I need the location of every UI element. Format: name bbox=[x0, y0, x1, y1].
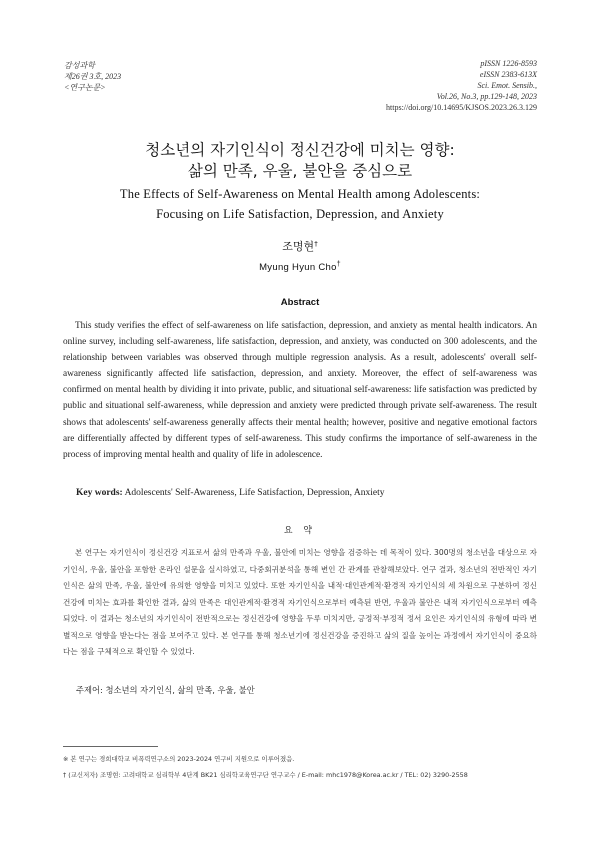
title-korean-line2: 삶의 만족, 우울, 불안을 중심으로 bbox=[187, 162, 413, 180]
corresponding-author-footnote: † (교신저자) 조명현: 고려대학교 심리학부 4단계 BK21 심리학교육연구단 연구교수 / E-mail: mhc1978@Korea.ac.kr / TEL: 02) 3290-2558 bbox=[63, 771, 468, 779]
summary-text: 본 연구는 자기인식이 정신건강 지표로서 삶의 만족과 우울, 불안에 미치는 영향을 검증하는 데 목적이 있다. 300명의 청소년을 대상으로 자기인식, 우울, 불안을 포함한 온라인 설문을 실시하였고, 다중회귀분석을 통해 변인 간 관계를 관찰해보았다. 연구 결과, 청소년의 전반적인 자기인식은 삶의 만족, 우울, 불안에 유의한 영향을 미치고 있었다. 또한 자기인식을 내적·대인관계적·환경적 자기인식의 세 차원으로 구분하여 정신건강에 미치는 효과를 확인한 결과, 삶의 만족은 대인관계적·환경적 자기인식으로부터 예측된 반면, 우울과 불안은 내적 자기인식으로부터 예측되었다. 이 결과는 청소년의 자기인식이 전반적으로는 정신건강에 영향을 두루 미치지만, 긍정적·부정적 정서 요인은 자기인식의 유형에 따라 변별적으로 영향을 받는다는 점을 보여주고 있다. 본 연구를 통해 청소년기에 정신건강을 증진하고 삶의 질을 높이는 과정에서 자기인식이 중요하다는 점을 구체적으로 확인할 수 있었다. bbox=[63, 548, 537, 656]
title-english-line2: Focusing on Life Satisfaction, Depression, and Anxiety bbox=[156, 207, 444, 221]
title-korean-line1: 청소년의 자기인식이 정신건강에 미치는 영향: bbox=[145, 141, 455, 159]
pissn: pISSN 1226-8593 bbox=[480, 59, 537, 68]
funding-footnote: ※ 본 연구는 경희대학교 비폭력연구소의 2023-2024 연구비 지원으로 이루어졌음. bbox=[63, 755, 295, 763]
korean-keywords-label: 주제어: bbox=[76, 685, 103, 695]
doi-link[interactable]: https://doi.org/10.14695/KJSOS.2023.26.3.129 bbox=[386, 103, 537, 112]
keywords bbox=[76, 488, 384, 498]
abstract-text: This study verifies the effect of self-awareness on life satisfaction, depression, and anxiety as mental health indicators. An online survey, including self-awareness, life satisfaction, depression, and anxiety, was conducted on 300 adolescents, and the relationship between variables was observed through multiple regression analysis. As a result, adolescents' overall self-awareness significantly affected life satisfaction, depression, and anxiety. Moreover, the effect of self-awareness was confirmed on mental health by dividing it into private, public, and situational self-awareness: life satisfaction was predicted by public and situational self-awareness, while depression and anxiety were predicted through private self-awareness. The result shows that adolescents' self-awareness generally affects their mental health; however, positive and negative emotional factors are differentially affected by different types of self-awareness. This study confirms the importance of self-awareness in the process of improving mental health and quality of life in adolescence. bbox=[63, 321, 537, 460]
author-name-ko: 조명현 bbox=[282, 240, 315, 253]
abstract-heading: Abstract bbox=[280, 297, 320, 308]
volume-pages: Vol.26, No.3, pp.129-148, 2023 bbox=[436, 92, 537, 101]
journal-header-left bbox=[64, 60, 121, 93]
keywords-text: Adolescents' Self-Awareness, Life Satisfaction, Depression, Anxiety bbox=[124, 488, 385, 498]
keywords-label: Key words: bbox=[76, 488, 123, 498]
title-english bbox=[0, 184, 600, 224]
journal-header-right bbox=[386, 58, 537, 113]
journal-volume-ko: 제26권 3호, 2023 bbox=[64, 72, 122, 81]
summary-heading: 요 약 bbox=[283, 526, 317, 536]
korean-keywords bbox=[76, 684, 255, 696]
journal-abbrev: Sci. Emot. Sensib., bbox=[477, 81, 537, 90]
article-type: <연구논문> bbox=[64, 83, 106, 92]
eissn: eISSN 2383-613X bbox=[479, 70, 537, 79]
journal-name-ko: 감성과학 bbox=[64, 61, 95, 70]
title-korean bbox=[0, 140, 600, 182]
author-english bbox=[0, 261, 600, 273]
author-name-en: Myung Hyun Cho bbox=[259, 262, 337, 273]
korean-keywords-text: 청소년의 자기인식, 삶의 만족, 우울, 불안 bbox=[105, 685, 255, 695]
author-korean bbox=[0, 238, 600, 254]
corresponding-mark-en: † bbox=[336, 261, 341, 268]
footnote-divider bbox=[63, 746, 158, 747]
corresponding-mark: † bbox=[314, 240, 318, 248]
title-english-line1: The Effects of Self-Awareness on Mental Health among Adolescents: bbox=[119, 187, 481, 201]
